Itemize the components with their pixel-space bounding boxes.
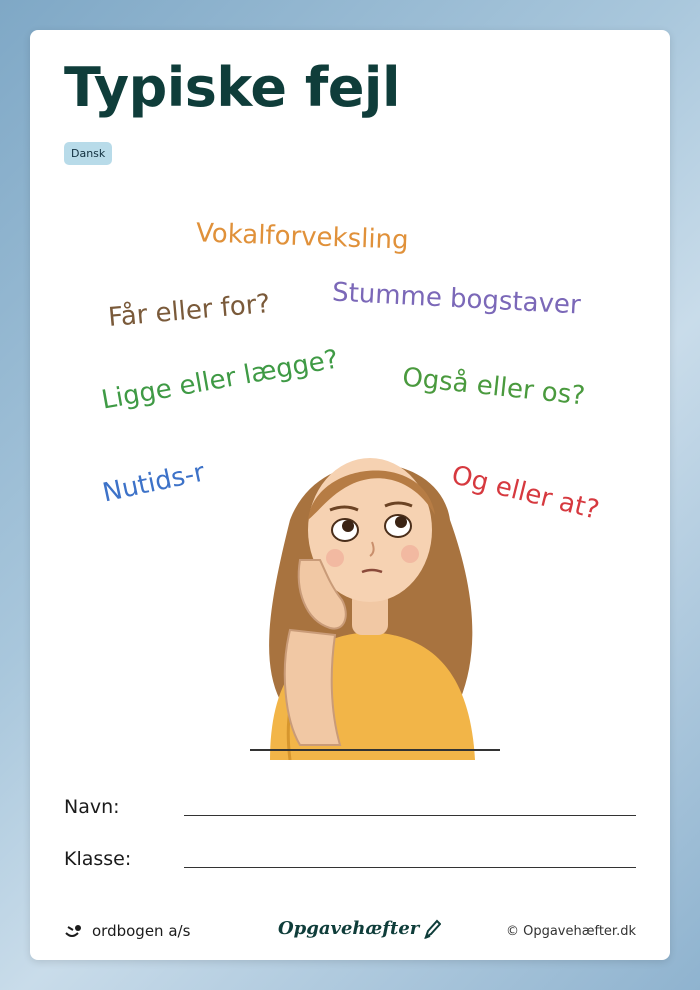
topic-nutids-r: Nutids-r bbox=[100, 457, 208, 509]
class-input-line[interactable] bbox=[184, 867, 636, 868]
topic-faar-eller-for: Får eller for? bbox=[107, 288, 272, 334]
topic-ligge-eller-laegge: Ligge eller lægge? bbox=[99, 344, 341, 416]
brand-name: Opgavehæfter bbox=[278, 918, 420, 939]
pencil-icon bbox=[423, 919, 441, 939]
topic-vokalforveksling: Vokalforveksling bbox=[195, 218, 410, 256]
class-label: Klasse: bbox=[64, 848, 132, 870]
subject-tag: Dansk bbox=[64, 142, 112, 165]
brand-logo bbox=[278, 918, 441, 939]
publisher-name: ordbogen a/s bbox=[92, 922, 191, 940]
worksheet-cover bbox=[30, 30, 670, 960]
page-title: Typiske fejl bbox=[64, 56, 400, 119]
thinking-girl-illustration bbox=[230, 400, 510, 760]
name-input-line[interactable] bbox=[184, 815, 636, 816]
ordbogen-logo-icon bbox=[64, 923, 86, 939]
name-label: Navn: bbox=[64, 796, 120, 818]
topic-stumme-bogstaver: Stumme bogstaver bbox=[331, 277, 582, 321]
topic-og-eller-at: Og eller at? bbox=[448, 460, 602, 526]
topic-ogsaa-eller-os: Også eller os? bbox=[400, 362, 587, 412]
publisher-logo bbox=[64, 922, 190, 940]
copyright-text: © Opgavehæfter.dk bbox=[505, 924, 636, 939]
